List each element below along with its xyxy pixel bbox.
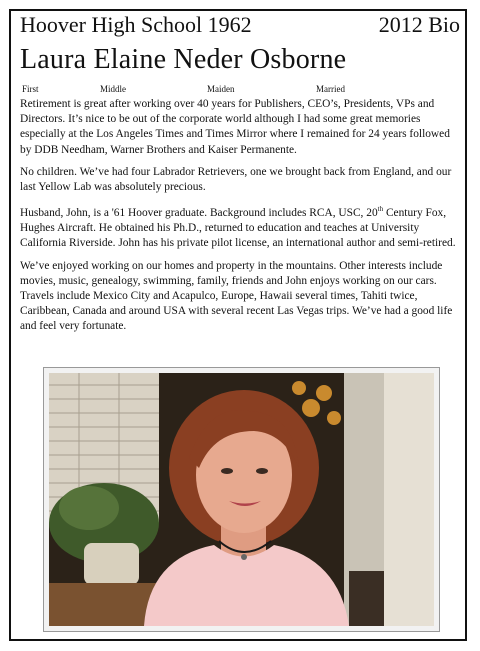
paragraph-interests: We’ve enjoyed working on our homes and property in the mountains. Other interests include movies, music, genealogy, swimming, family, friends and John enjoys working on our cars. Travels include Mexico City and Acapulco, Europe, Hawaii several times, Tahiti twice, Caribbean, Canada and around USA with several recent Las Vegas trips. We’ve had a good life and feel very fortunate. — [20, 259, 453, 333]
header — [20, 12, 460, 40]
paragraph-husband-part1: Husband, John, is a '61 Hoover graduate. Background includes RCA, USC, 20 — [20, 207, 378, 220]
label-married: Married — [316, 84, 345, 94]
label-middle: Middle — [100, 84, 126, 94]
ordinal-superscript: th — [377, 205, 384, 214]
bio-text — [20, 97, 460, 342]
name-labels — [0, 84, 480, 96]
chair — [349, 571, 384, 626]
label-maiden: Maiden — [207, 84, 235, 94]
paragraph-husband — [20, 202, 460, 251]
portrait-photo-frame — [43, 367, 440, 632]
person-name: Laura Elaine Neder Osborne — [20, 44, 347, 75]
paragraph-husband-part2: Century Fox, Hughes Aircraft. He obtained his Ph.D., returned to education and teaches at University California Riverside. John has his private pilot license, an international author and semi-retired. — [20, 207, 456, 250]
paragraph-retirement: Retirement is great after working over 40 years for Publishers, CEO’s, Presidents, VPs and Directors. It’s nice to be out of the corporate world although I had some great memories especially at the Los Angeles Times and Times Mirror where I remained for 24 years followed by DDB Needham, Warner Brothers and Kaiser Permanente. — [20, 98, 450, 156]
school-title: Hoover High School 1962 — [20, 12, 252, 37]
label-first: First — [22, 84, 39, 94]
paragraph-family: No children. We’ve had four Labrador Retrievers, one we brought back from England, and our last Yellow Lab was absolutely precious. — [20, 165, 452, 194]
portrait-photo — [49, 373, 434, 626]
bio-year: 2012 Bio — [378, 12, 460, 37]
